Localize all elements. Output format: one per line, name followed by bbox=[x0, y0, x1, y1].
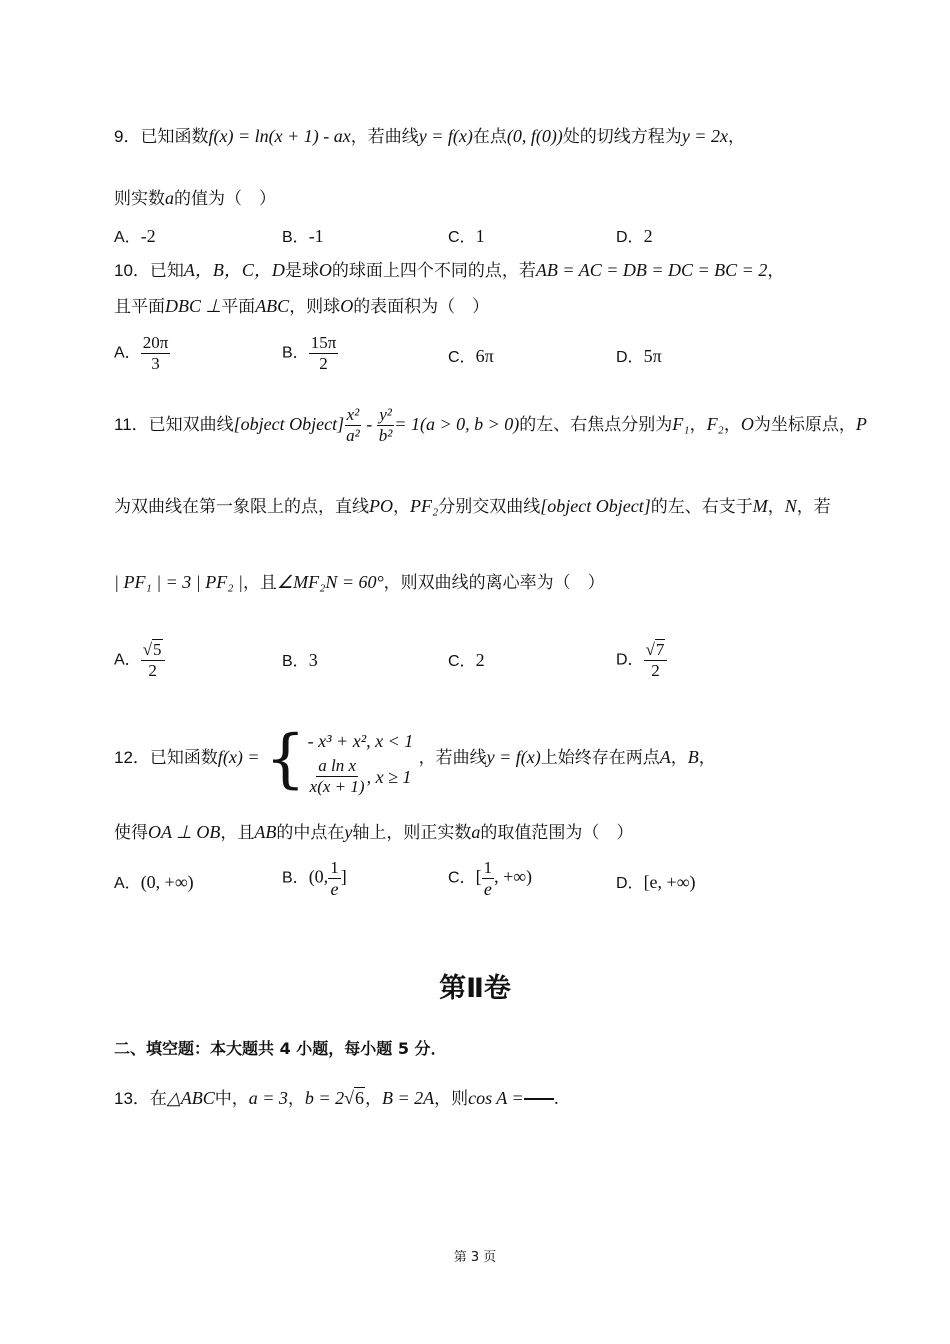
q11-option-b: B．3 bbox=[282, 650, 318, 670]
section-heading: 二、填空题：本大题共 4 小题，每小题 5 分． bbox=[114, 1039, 447, 1058]
q10-option-c: C．6π bbox=[448, 346, 494, 366]
q11-option-c: C．2 bbox=[448, 650, 485, 670]
function-f: f(x) = ln(x + 1) - ax bbox=[208, 126, 351, 146]
question-13: 13．在△ABC中，a = 3，b = 2√6，B = 2A，则cos A = . bbox=[114, 1088, 560, 1109]
question-12-line-2: 使得OA ⊥ OB，且AB的中点在y轴上，则正实数a的取值范围为（ ） bbox=[114, 822, 634, 843]
q9-option-a: A．-2 bbox=[114, 226, 156, 246]
curve-eq: y = f(x) bbox=[418, 126, 473, 146]
page-number: 第 3 页 bbox=[453, 1250, 497, 1265]
question-10-line-1: 10．已知A，B，C，D是球O的球面上四个不同的点，若AB = AC = DB = DC = BC = 2， bbox=[114, 260, 785, 281]
q10-option-a: A． $\frac{20\pi}{3}$ bbox=[114, 333, 169, 373]
section-title: 第Ⅱ卷 bbox=[439, 973, 511, 1004]
q11-option-a: A． $\frac{√5}{2}$ bbox=[114, 640, 165, 681]
question-11-line-3: | PF₁ | = 3 | PF₂ |，且∠MF₂N = 60°，则双曲线的离心率为（ ） bbox=[114, 572, 605, 593]
question-11-line-1: 11．已知双曲线[object Object] $\frac{\text{x²}}{\text{a²}}$ - $\frac{\text{y²}}{\text{b²}}$ = 1(a > 0, b > 0)的左、右焦点分别为F₁，F₂，O为坐标原点，P bbox=[114, 405, 867, 445]
tangent-point: (0, f(0)) bbox=[506, 126, 563, 146]
question-10-line-2: 且平面DBC ⊥平面ABC，则球O的表面积为（ ） bbox=[114, 296, 490, 317]
q9-option-c: C．1 bbox=[448, 226, 485, 246]
answer-blank[interactable] bbox=[524, 1098, 554, 1100]
question-9-line-2: 则实数a的值为（ ） bbox=[114, 188, 276, 209]
q12-option-c: C．[ $\frac{1}{e}$ , +∞) bbox=[448, 858, 533, 899]
tangent-eq: y = 2x bbox=[681, 126, 728, 146]
q9-option-b: B．-1 bbox=[282, 226, 324, 246]
q11-option-d: D． $\frac{√7}{2}$ bbox=[616, 640, 667, 681]
q12-option-a: A．(0, +∞) bbox=[114, 872, 194, 892]
q10-option-d: D．5π bbox=[616, 346, 662, 366]
q12-option-b: B．(0, $\frac{1}{e}$ ] bbox=[282, 858, 347, 899]
piecewise: { - x³ + x², x < 1 $\frac{\text{a ln x}}{x(x + 1)}$ , x ≥ 1 bbox=[264, 721, 414, 796]
q9-option-d: D．2 bbox=[616, 226, 653, 246]
question-12-line-1: 12．已知函数f(x) = { - x³ + x², x < 1 $\frac{\text{a ln x}}{x(x + 1)}$ , x ≥ 1 ，若曲线y = f(x)上始终存在两点A，B， bbox=[114, 721, 716, 796]
q12-option-d: D．[e, +∞) bbox=[616, 872, 696, 892]
question-9-line-1: 9．已知函数f(x) = ln(x + 1) - ax，若曲线y = f(x)在点(0, f(0))处的切线方程为y = 2x， bbox=[114, 126, 745, 147]
q10-option-b: B． $\frac{15\pi}{2}$ bbox=[282, 333, 337, 373]
question-11-line-2: 为双曲线在第一象限上的点，直线PO，PF₂分别交双曲线[object Object]的左、右支于M，N，若 bbox=[114, 496, 831, 517]
